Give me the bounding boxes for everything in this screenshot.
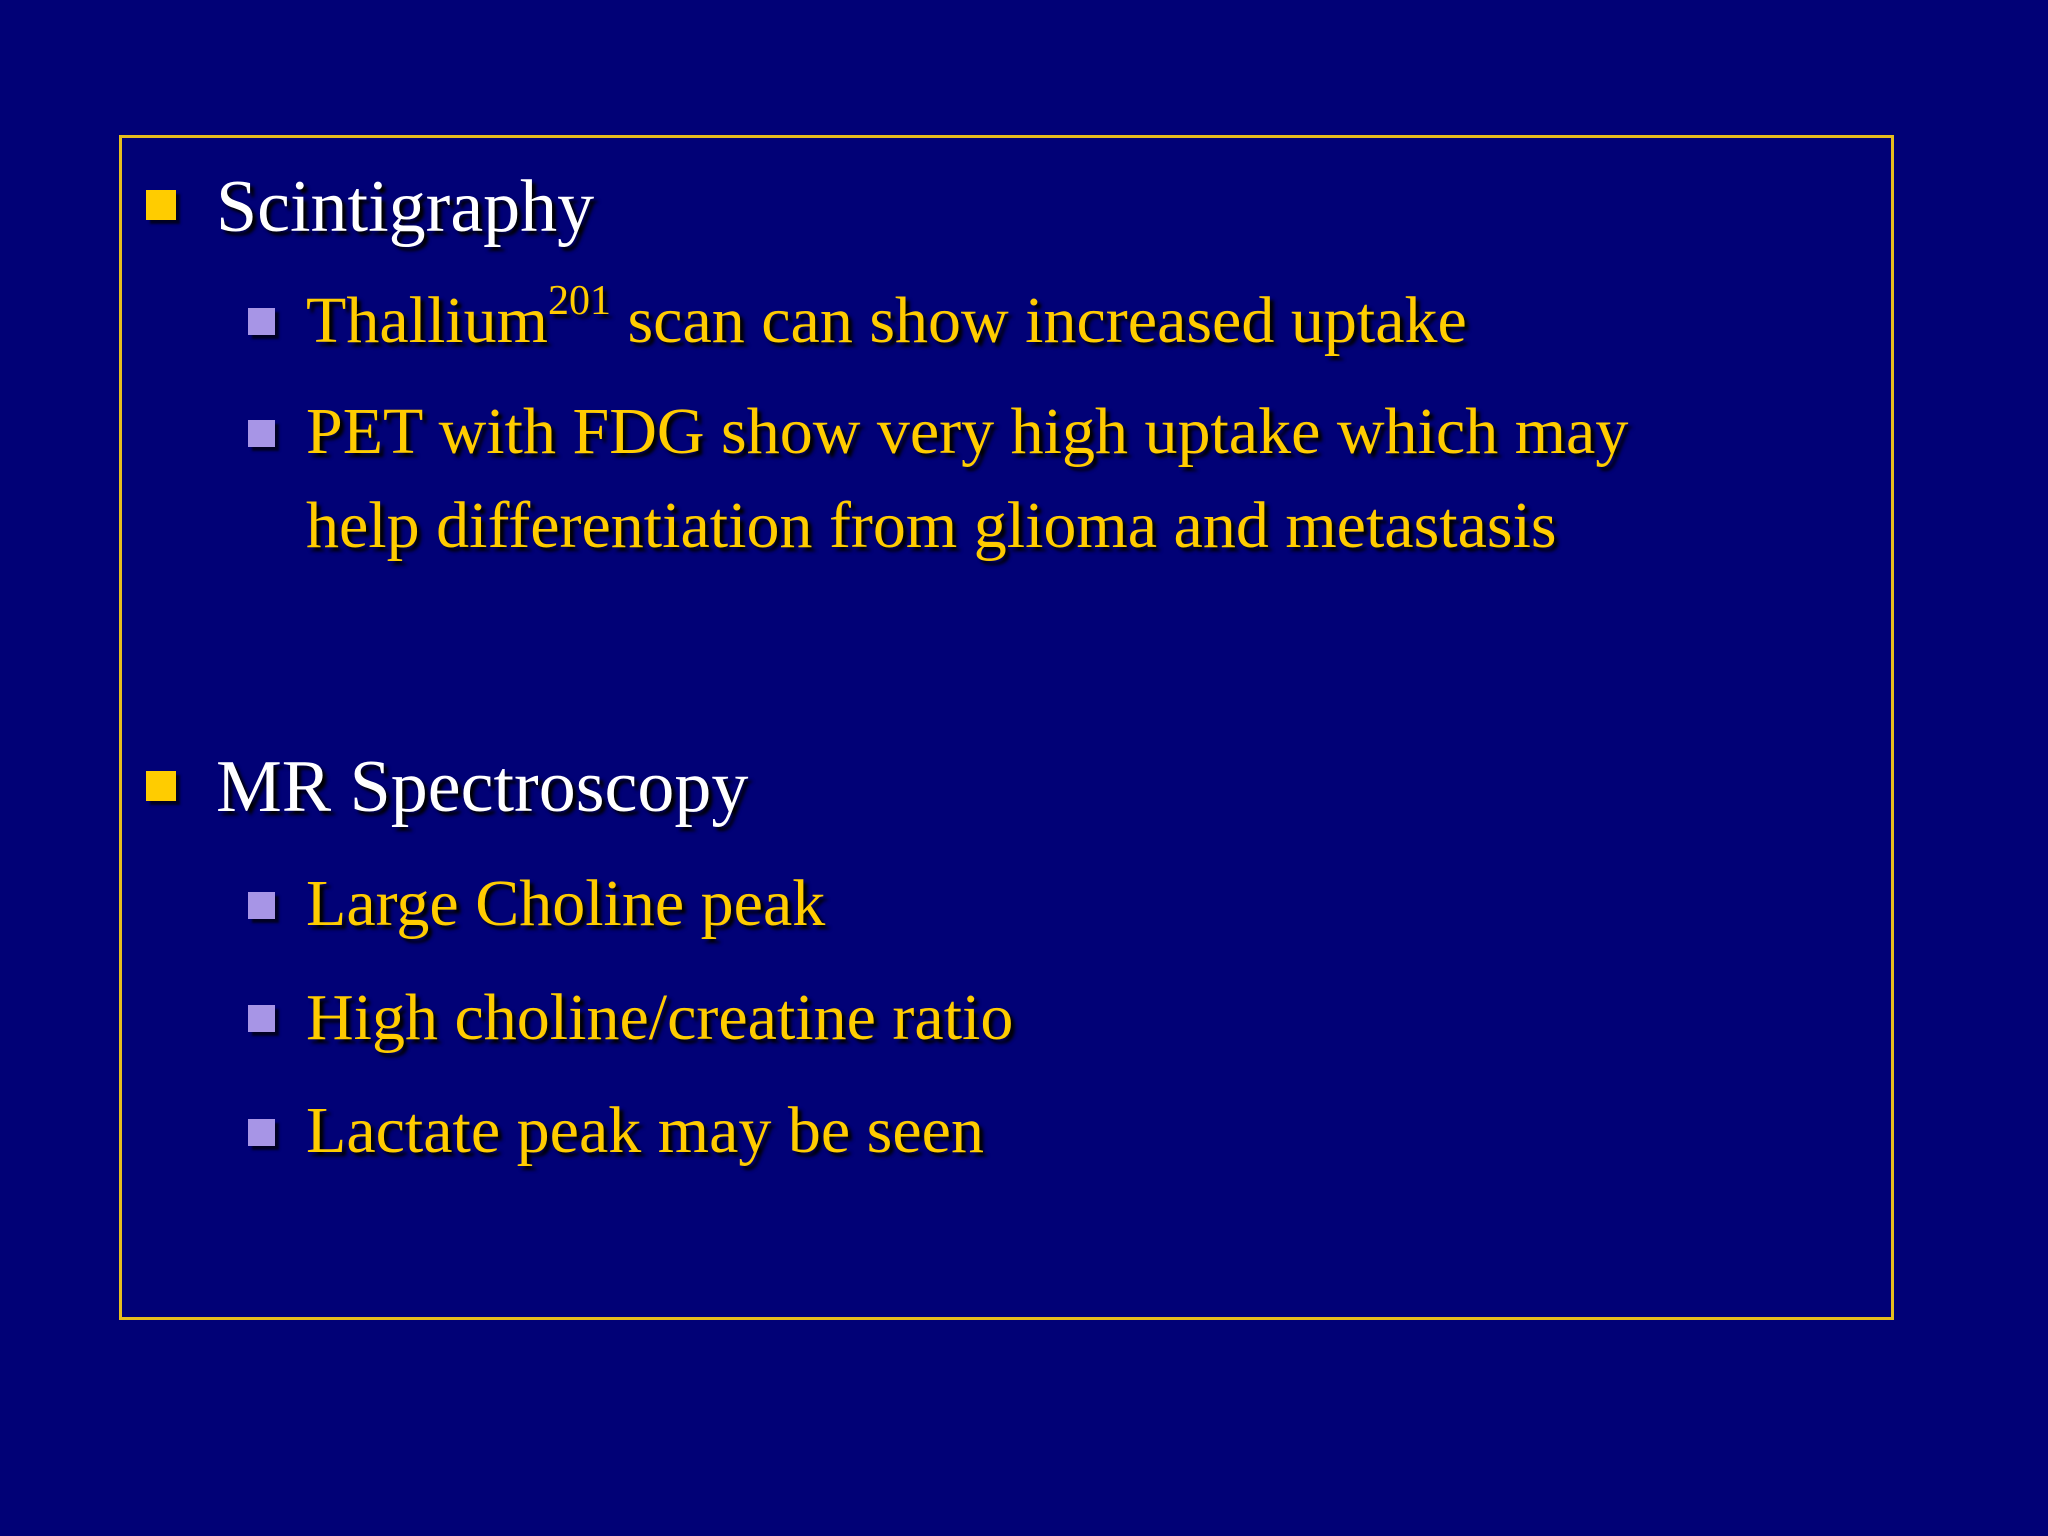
square-bullet-icon <box>248 1119 275 1146</box>
square-bullet-icon <box>248 420 275 447</box>
item-choline-creatine: High choline/creatine ratio <box>306 981 1014 1054</box>
square-bullet-icon <box>248 1005 275 1032</box>
square-bullet-icon <box>146 190 176 220</box>
heading-mr-spectroscopy: MR Spectroscopy <box>216 746 749 828</box>
square-bullet-icon <box>248 308 275 335</box>
heading-scintigraphy: Scintigraphy <box>216 166 595 248</box>
square-bullet-icon <box>146 771 176 801</box>
item-thallium <box>306 272 1467 370</box>
item-choline-peak: Large Choline peak <box>306 867 826 940</box>
item-thallium-superscript: 201 <box>547 278 611 324</box>
item-pet-line2: help differentiation from glioma and metastasis <box>306 489 1557 562</box>
item-lactate-peak: Lactate peak may be seen <box>306 1094 984 1167</box>
item-thallium-main: Thallium <box>306 284 548 357</box>
square-bullet-icon <box>248 892 275 919</box>
item-pet-line1: PET with FDG show very high uptake which may <box>306 395 1629 468</box>
item-thallium-rest: scan can show increased uptake <box>610 284 1467 357</box>
